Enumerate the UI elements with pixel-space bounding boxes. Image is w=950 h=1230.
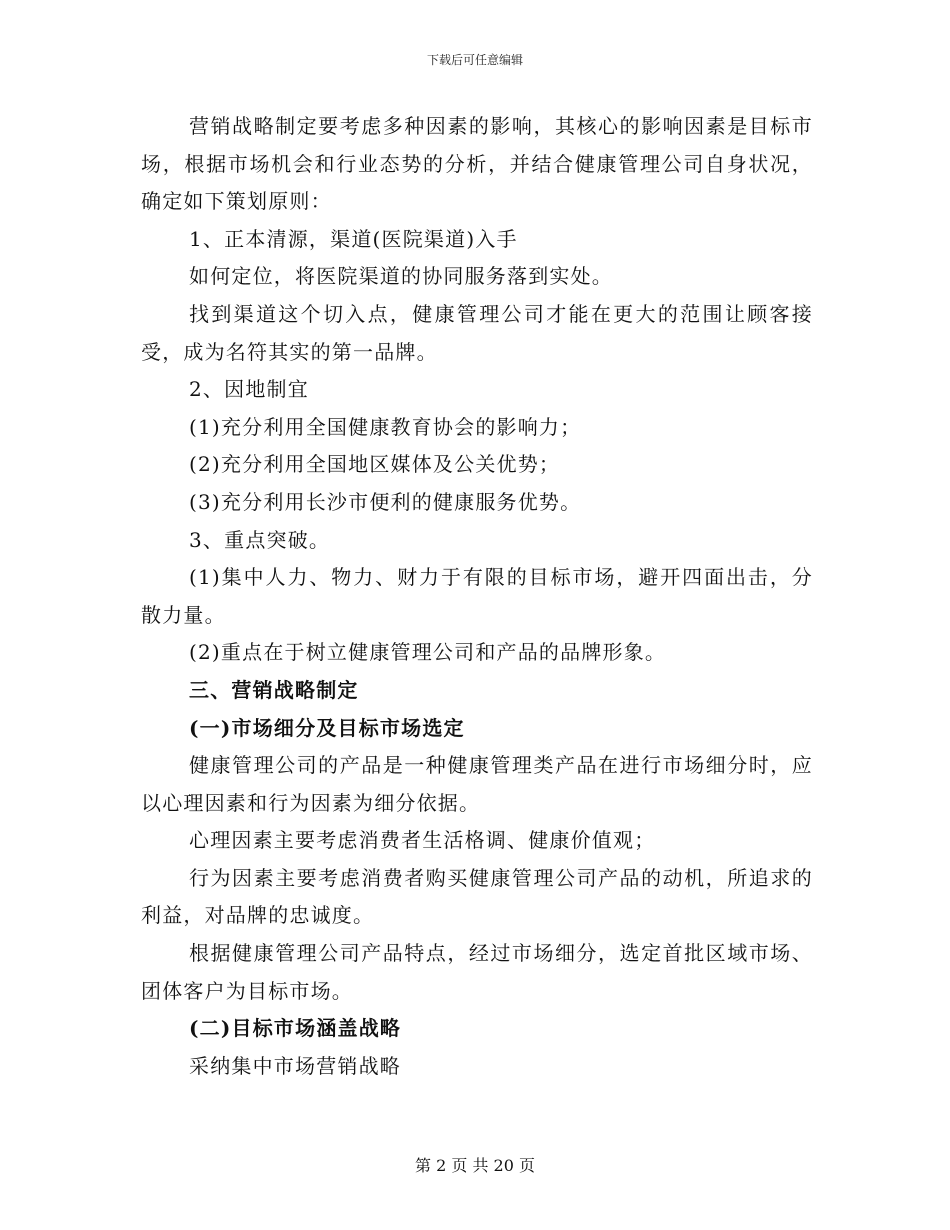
list-item: (1)集中人力、物力、财力于有限的目标市场，避开四面出击，分散力量。	[141, 565, 813, 627]
list-item: (2)重点在于树立健康管理公司和产品的品牌形象。	[189, 640, 667, 665]
subsection-heading-2: (二)目标市场涵盖战略	[189, 1016, 402, 1041]
paragraph-principle-1: 1、正本清源，渠道(医院渠道)入手	[189, 226, 518, 251]
section-heading: 三、营销战略制定	[189, 677, 359, 702]
page-header: 下载后可任意编辑	[426, 53, 523, 67]
subsection-heading-1: (一)市场细分及目标市场选定	[189, 715, 465, 740]
list-item: (3)充分利用长沙市便利的健康服务优势。	[189, 489, 582, 514]
paragraph: 健康管理公司的产品是一种健康管理类产品在进行市场细分时，应以心理因素和行为因素为细分依据。	[141, 753, 813, 815]
paragraph: 根据健康管理公司产品特点，经过市场细分，选定首批区域市场、团体客户为目标市场。	[141, 941, 813, 1003]
paragraph: 采纳集中市场营销战略	[189, 1053, 401, 1078]
document-body	[141, 108, 813, 1085]
paragraph-principle-3: 3、重点突破。	[189, 527, 331, 552]
paragraph: 心理因素主要考虑消费者生活格调、健康价值观；	[189, 828, 656, 853]
paragraph: 行为因素主要考虑消费者购买健康管理公司产品的动机，所追求的利益，对品牌的忠诚度。	[141, 865, 813, 928]
list-item: (1)充分利用全国健康教育协会的影响力；	[189, 414, 582, 439]
paragraph-intro: 营销战略制定要考虑多种因素的影响，其核心的影响因素是目标市场，根据市场机会和行业态势的分析，并结合健康管理公司自身状况，确定如下策划原则：	[141, 114, 813, 214]
page-footer: 第 2 页 共 20 页	[415, 1156, 535, 1175]
paragraph: 找到渠道这个切入点，健康管理公司才能在更大的范围让顾客接受，成为名符其实的第一品牌。	[141, 301, 813, 364]
list-item: (2)充分利用全国地区媒体及公关优势；	[189, 452, 561, 477]
paragraph: 如何定位，将医院渠道的协同服务落到实处。	[189, 264, 613, 289]
paragraph-principle-2: 2、因地制宜	[189, 377, 309, 402]
